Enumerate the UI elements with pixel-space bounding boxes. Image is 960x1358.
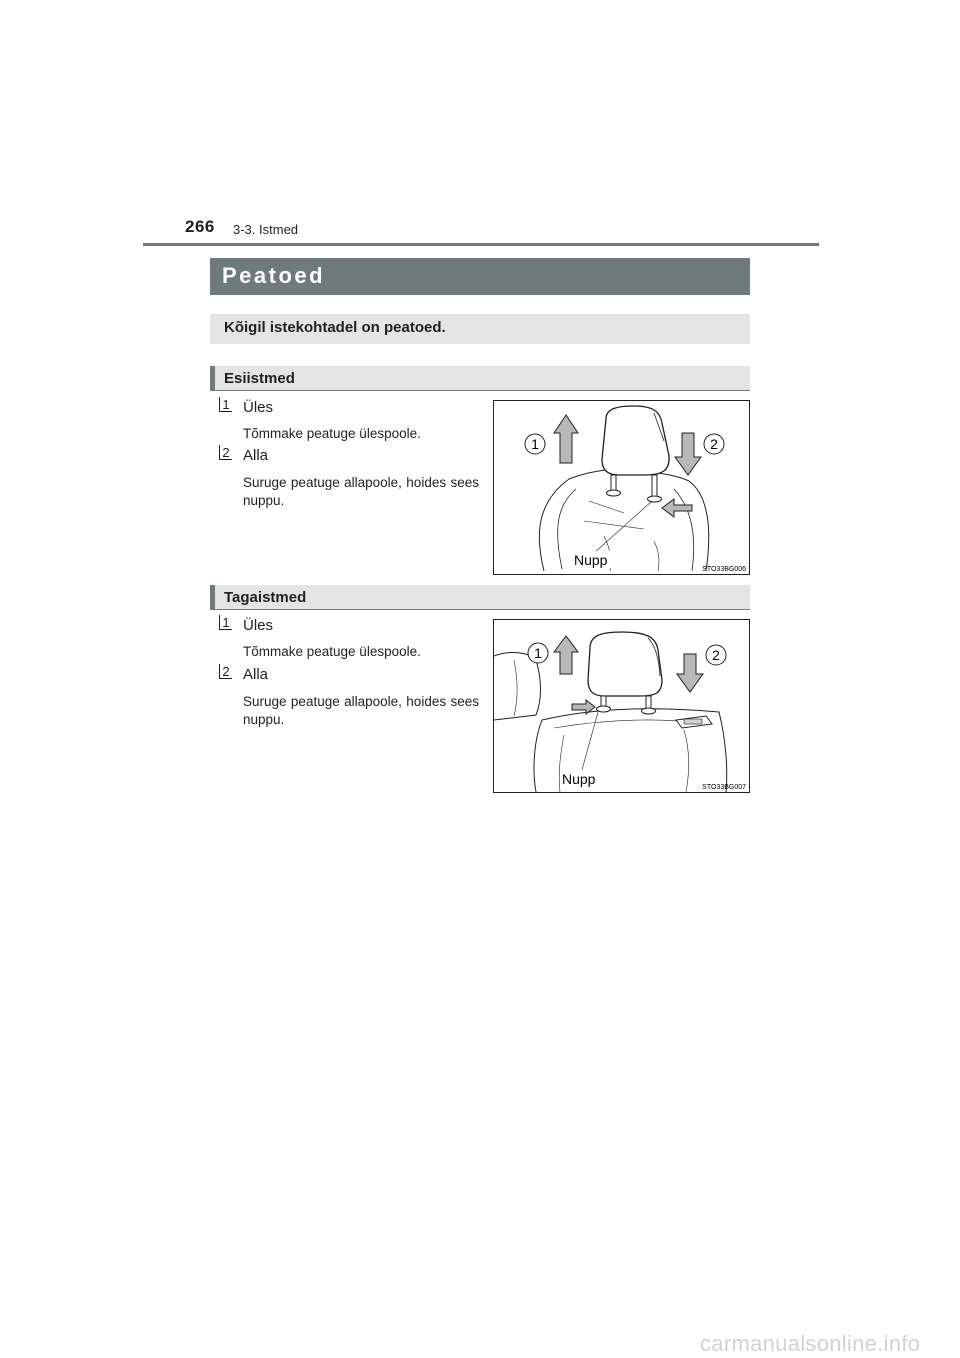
page-title: Peatoed <box>210 258 750 295</box>
step-label-up: Üles <box>243 617 274 634</box>
step-label-down: Alla <box>243 447 269 464</box>
step-number-icon: 2 <box>219 664 232 679</box>
figure-code: STO33BG006 <box>702 566 746 573</box>
callout-1: 1 <box>531 436 539 452</box>
rear-headrest-illustration <box>493 619 750 793</box>
step-desc-down: Suruge peatuge allapoole, hoides sees nuppu. <box>243 475 479 508</box>
step-label-up: Üles <box>243 399 274 416</box>
step-number-icon: 1 <box>219 615 232 630</box>
header-divider <box>143 243 819 246</box>
callout-1: 1 <box>534 645 542 661</box>
step-desc-up: Tõmmake peatuge ülespoole. <box>243 426 421 441</box>
front-headrest-illustration <box>493 400 750 575</box>
step-desc-down: Suruge peatuge allapoole, hoides sees nuppu. <box>243 694 479 727</box>
section-heading-rear: Tagaistmed <box>210 585 750 610</box>
section-heading-front: Esiistmed <box>210 366 750 391</box>
button-label: Nupp <box>574 552 608 568</box>
breadcrumb: 3-3. Istmed <box>233 222 299 237</box>
figure-code: STO33BG007 <box>702 784 746 791</box>
button-label: Nupp <box>562 771 596 787</box>
intro-text: Kõigil istekohtadel on peatoed. <box>210 314 750 344</box>
page-number: 266 <box>185 217 215 236</box>
step-desc-up: Tõmmake peatuge ülespoole. <box>243 644 421 659</box>
callout-2: 2 <box>710 436 718 452</box>
step-label-down: Alla <box>243 666 269 683</box>
step-number-icon: 2 <box>219 445 232 460</box>
callout-2: 2 <box>712 647 720 663</box>
step-number-icon: 1 <box>219 397 232 412</box>
watermark: carmanualsonline.info <box>700 1331 921 1356</box>
